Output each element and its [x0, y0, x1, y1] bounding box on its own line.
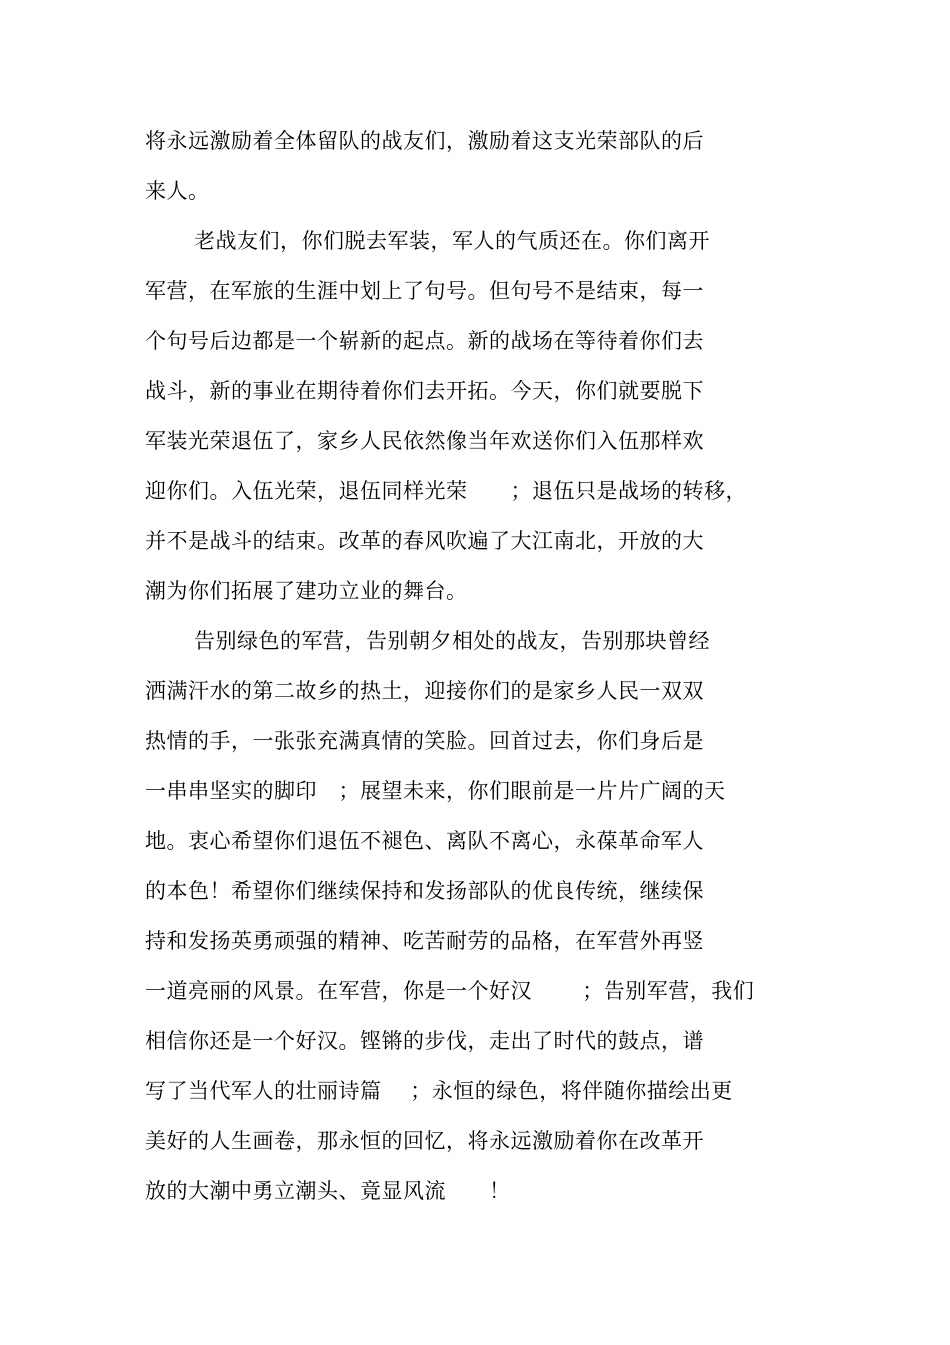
text-line: 来人。	[145, 179, 210, 203]
text-line: 将永远激励着全体留队的战友们，激励着这支光荣部队的后	[145, 129, 704, 153]
text-line: 持和发扬英勇顽强的精神、吃苦耐劳的品格，在军营外再竖	[145, 929, 704, 953]
text-line: 迎你们。入伍光荣，退伍同样光荣 ；退伍只是战场的转移，	[145, 479, 748, 503]
text-line: 一道亮丽的风景。在军营，你是一个好汉 ；告别军营，我们	[145, 979, 755, 1003]
paragraph-start-line: 告别绿色的军营，告别朝夕相处的战友，告别那块曾经	[194, 629, 710, 653]
text-line: 并不是战斗的结束。改革的春风吹遍了大江南北，开放的大	[145, 529, 704, 553]
text-line: 放的大潮中勇立潮头、竟显风流 ！	[145, 1179, 511, 1203]
paragraph-start-line: 老战友们，你们脱去军装，军人的气质还在。你们离开	[194, 229, 710, 253]
text-line: 美好的人生画卷，那永恒的回忆，将永远激励着你在改革开	[145, 1129, 704, 1153]
text-line: 热情的手，一张张充满真情的笑脸。回首过去，你们身后是	[145, 729, 704, 753]
text-line: 的本色！希望你们继续保持和发扬部队的优良传统，继续保	[145, 879, 704, 903]
text-line: 军装光荣退伍了，家乡人民依然像当年欢送你们入伍那样欢	[145, 429, 704, 453]
text-line: 个句号后边都是一个崭新的起点。新的战场在等待着你们去	[145, 329, 704, 353]
text-line: 战斗，新的事业在期待着你们去开拓。今天，你们就要脱下	[145, 379, 704, 403]
text-line: 潮为你们拓展了建功立业的舞台。	[145, 579, 468, 603]
text-line: 相信你还是一个好汉。铿锵的步伐，走出了时代的鼓点，谱	[145, 1029, 704, 1053]
text-line: 写了当代军人的壮丽诗篇 ；永恒的绿色，将伴随你描绘出更	[145, 1079, 733, 1103]
text-line: 军营，在军旅的生涯中划上了句号。但句号不是结束，每一	[145, 279, 704, 303]
text-line: 洒满汗水的第二故乡的热土，迎接你们的是家乡人民一双双	[145, 679, 704, 703]
text-line: 地。衷心希望你们退伍不褪色、离队不离心，永葆革命军人	[145, 829, 704, 853]
text-line: 一串串坚实的脚印 ；展望未来，你们眼前是一片片广阔的天	[145, 779, 726, 803]
